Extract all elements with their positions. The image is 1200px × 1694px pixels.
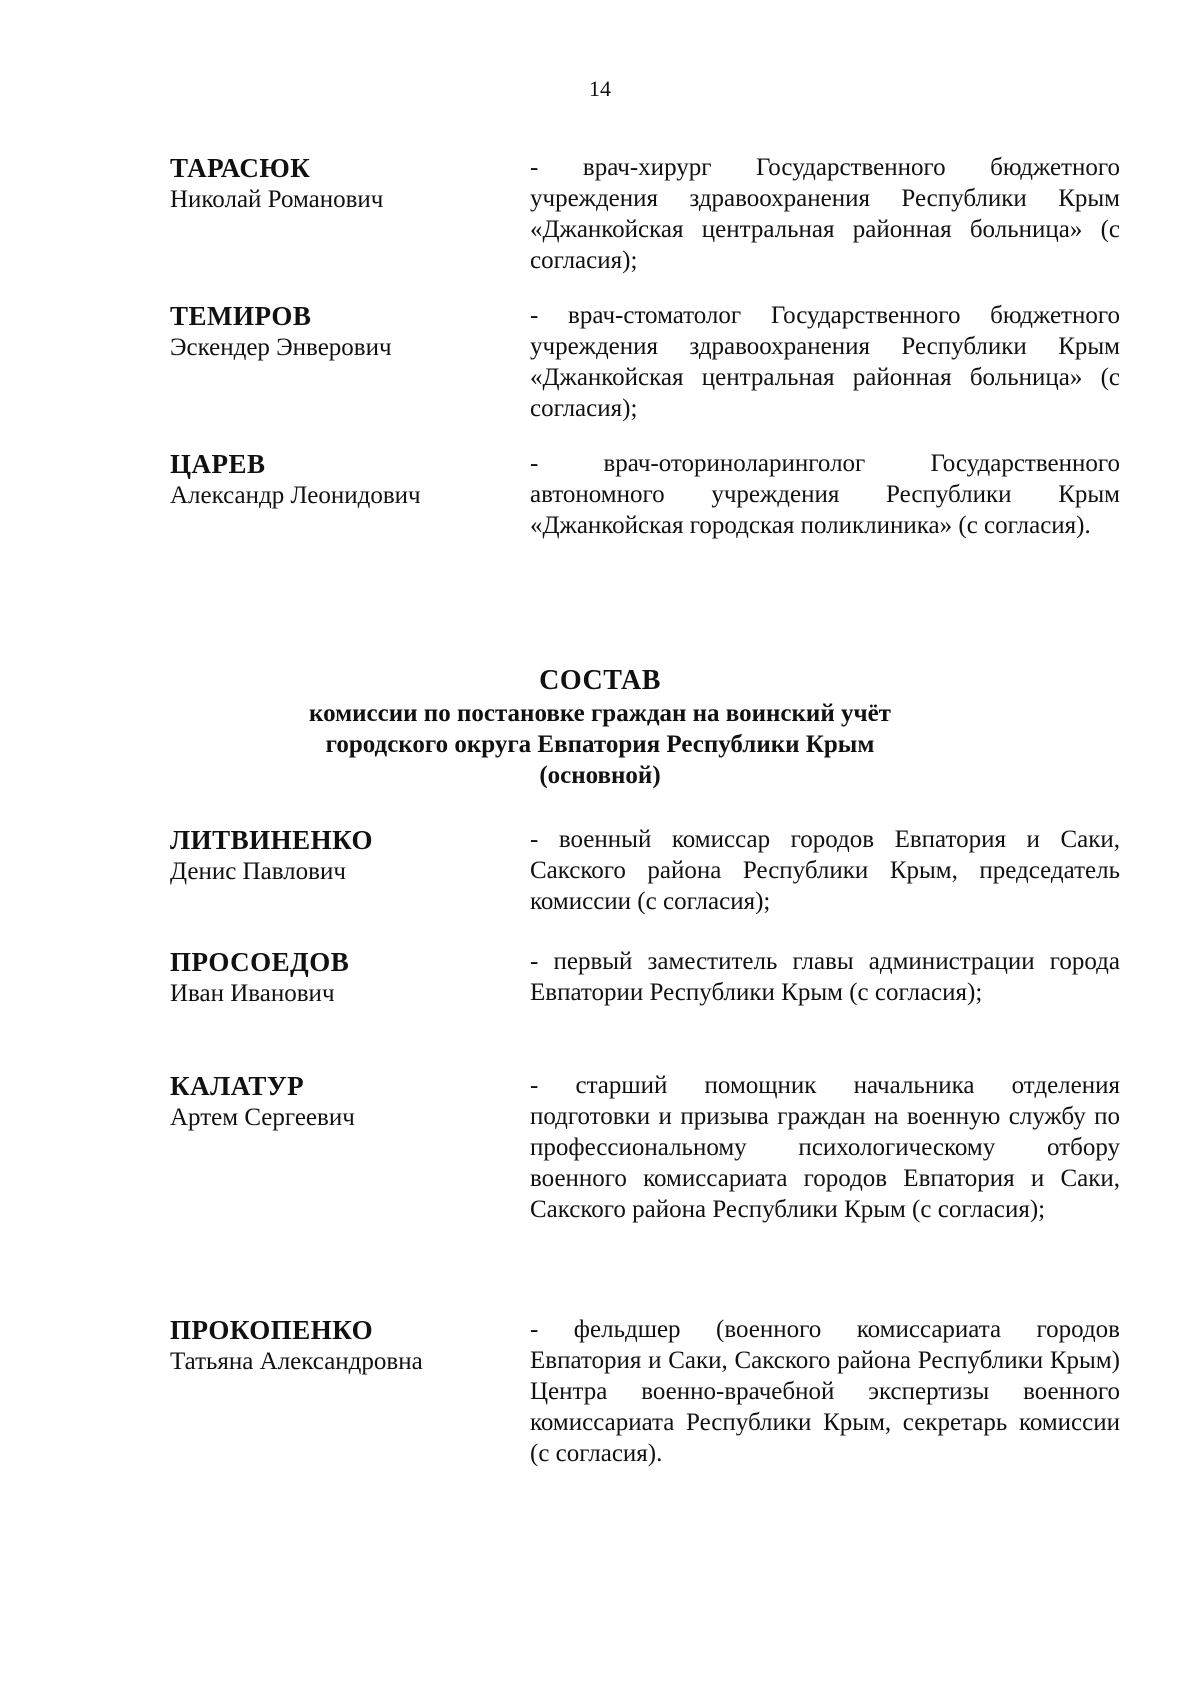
member-role: - врач-оториноларинголог Государственного автономного учреждения Республики Крым «Джанкойская городская поликлиника» (с согласия). xyxy=(530,450,1120,539)
member-role: - старший помощник начальника отделения подготовки и призыва граждан на военную службу по профессиональному психологическому отбору военного комиссариата городов Евпатория и Саки, Сакского района Республики Крым (с согласия); xyxy=(530,1072,1120,1223)
member-name xyxy=(170,824,490,888)
section-subtitle-line2: городского округа Евпатория Республики Крым xyxy=(325,731,875,758)
page-number: 14 xyxy=(589,76,611,101)
member-surname: ЦАРЕВ xyxy=(170,449,266,479)
member-name xyxy=(170,946,490,1010)
member-name xyxy=(170,1314,490,1378)
member-given-name: Николай Романович xyxy=(170,186,384,213)
member-role: - фельдшер (военного комиссариата городов Евпатория и Саки, Сакского района Республики Крым) Центра военно-врачебной экспертизы военного комиссариата Республики Крым, секретарь комиссии (с согласия). xyxy=(530,1316,1120,1467)
member-given-name: Денис Павлович xyxy=(170,858,346,885)
member-surname: ЛИТВИНЕНКО xyxy=(170,825,374,855)
member-surname: ПРОСОЕДОВ xyxy=(170,947,350,977)
member-role: - первый заместитель главы администрации города Евпатории Республики Крым (с согласия); xyxy=(530,948,1120,1006)
member-given-name: Эскендер Энверович xyxy=(170,334,392,361)
member-given-name: Татьяна Александровна xyxy=(170,1348,423,1375)
member-given-name: Александр Леонидович xyxy=(170,482,421,509)
member-name xyxy=(170,152,490,216)
section-subtitle-line1: комиссии по постановке граждан на воинский учёт xyxy=(309,700,891,727)
member-given-name: Иван Иванович xyxy=(170,980,335,1007)
member-name xyxy=(170,448,490,512)
member-surname: ТАРАСЮК xyxy=(170,153,311,183)
member-given-name: Артем Сергеевич xyxy=(170,1104,355,1131)
section-heading xyxy=(0,664,1200,791)
member-role: - врач-стоматолог Государственного бюджетного учреждения здравоохранения Республики Крым «Джанкойская центральная районная больница» (с согласия); xyxy=(530,302,1120,422)
member-surname: ПРОКОПЕНКО xyxy=(170,1315,374,1345)
member-name xyxy=(170,1070,490,1134)
member-name xyxy=(170,300,490,364)
member-role: - военный комиссар городов Евпатория и Саки, Сакского района Республики Крым, председатель комиссии (с согласия); xyxy=(530,826,1120,915)
section-title: СОСТАВ xyxy=(539,665,661,696)
member-role: - врач-хирург Государственного бюджетного учреждения здравоохранения Республики Крым «Джанкойская центральная районная больница» (с согласия); xyxy=(530,154,1120,274)
member-surname: КАЛАТУР xyxy=(170,1071,305,1101)
section-subtitle-line3: (основной) xyxy=(539,762,661,789)
member-surname: ТЕМИРОВ xyxy=(170,301,312,331)
